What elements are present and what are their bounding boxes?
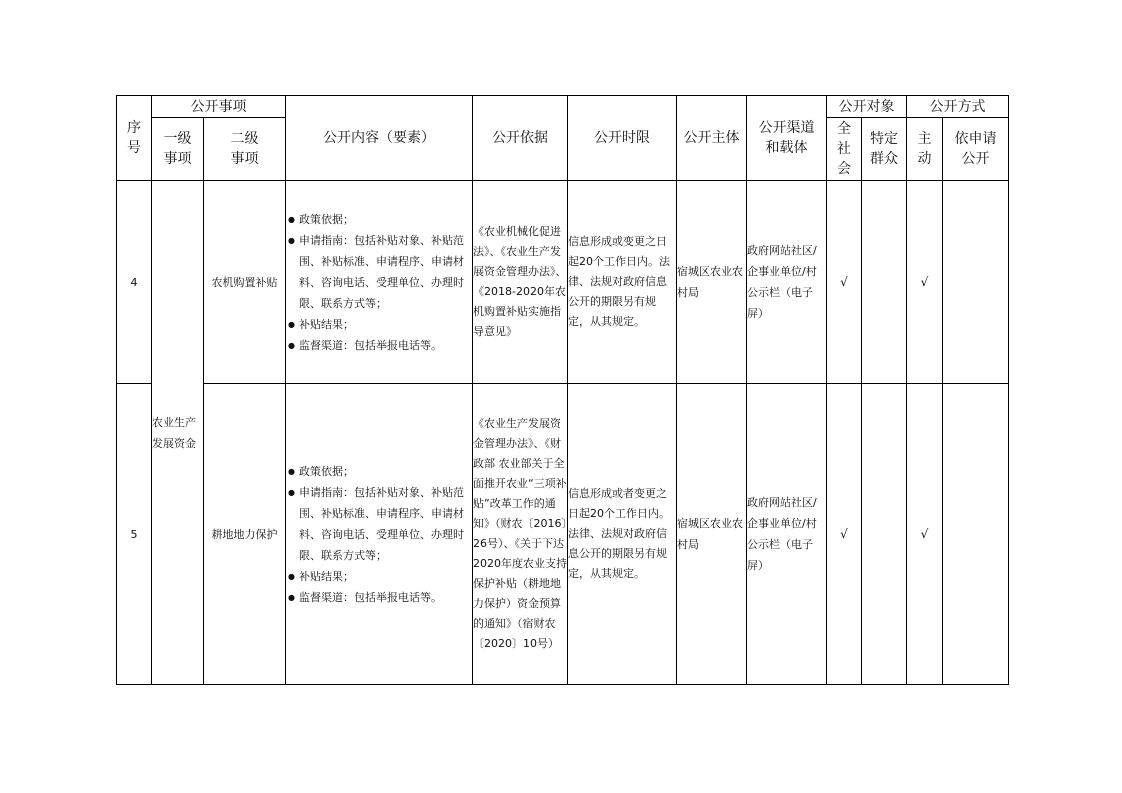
header-on-request: 依申请 公开 [943,118,1009,181]
header-channel: 公开渠道 和载体 [747,96,827,181]
table-row [117,181,1009,384]
header-content: 公开内容（要素） [286,96,473,181]
time-limit-cell: 信息形成或者变更之日起20个工作日内。法律、法规对政府信息公开的期限另有规定，从其规定。 [568,384,677,685]
disclosure-table [116,95,1009,685]
specific-group-check [862,181,907,384]
all-society-check: √ [827,384,862,685]
on-request-check [943,384,1009,685]
level2-item: 农机购置补贴 [204,181,286,384]
content-list [286,209,472,356]
channel-cell: 政府网站社区/企事业单位/村公示栏（电子屏） [747,181,827,384]
all-society-check: √ [827,181,862,384]
header-specific-group: 特定 群众 [862,118,907,181]
level2-item: 耕地地力保护 [204,384,286,685]
list-item: ● 申请指南：包括补贴对象、补贴范围、补贴标准、申请程序、申请材料、咨询电话、受理单位、办理时限、联系方式等； [288,230,472,314]
header-level2: 二级 事项 [204,118,286,181]
level1-item: 农业生产发展资金 [152,181,204,685]
header-time-limit: 公开时限 [568,96,677,181]
header-level1: 一级 事项 [152,118,204,181]
basis-cell: 《农业机械化促进法》、《农业生产发展资金管理办法》、《2018-2020年农机购置补贴实施指导意见》 [473,181,568,384]
list-item: ● 申请指南：包括补贴对象、补贴范围、补贴标准、申请程序、申请材料、咨询电话、受理单位、办理时限、联系方式等； [288,482,472,566]
time-limit-cell: 信息形成或变更之日起20个工作日内。法律、法规对政府信息公开的期限另有规定，从其规定。 [568,181,677,384]
header-all-society: 全 社 会 [827,118,862,181]
channel-cell: 政府网站社区/企事业单位/村公示栏（电子屏） [747,384,827,685]
list-item: ● 补贴结果； [288,314,472,335]
header-method: 公开方式 [907,96,1009,118]
header-audience: 公开对象 [827,96,907,118]
header-public-items: 公开事项 [152,96,286,118]
header-subject: 公开主体 [677,96,747,181]
list-item: ● 补贴结果； [288,566,472,587]
content-list [286,461,472,608]
content-cell [286,384,473,685]
list-item: ● 政策依据； [288,209,472,230]
list-item: ● 监督渠道：包括举报电话等。 [288,335,472,356]
content-cell [286,181,473,384]
list-item: ● 监督渠道：包括举报电话等。 [288,587,472,608]
row-seq: 4 [117,181,152,384]
header-seq: 序 号 [117,96,152,181]
on-request-check [943,181,1009,384]
proactive-check: √ [907,384,943,685]
table-row [117,384,1009,685]
list-item: ● 政策依据； [288,461,472,482]
specific-group-check [862,384,907,685]
subject-cell: 宿城区农业农村局 [677,181,747,384]
row-seq: 5 [117,384,152,685]
proactive-check: √ [907,181,943,384]
header-proactive: 主 动 [907,118,943,181]
basis-cell: 《农业生产发展资金管理办法》、《财政部 农业部关于全面推开农业“三项补贴”改革工作的通知》（财农〔2016〕26号）、《关于下达2020年度农业支持保护补贴（耕地地力保护）资金预算的通知》（宿财农〔2020〕10号） [473,384,568,685]
subject-cell: 宿城区农业农村局 [677,384,747,685]
header-basis: 公开依据 [473,96,568,181]
